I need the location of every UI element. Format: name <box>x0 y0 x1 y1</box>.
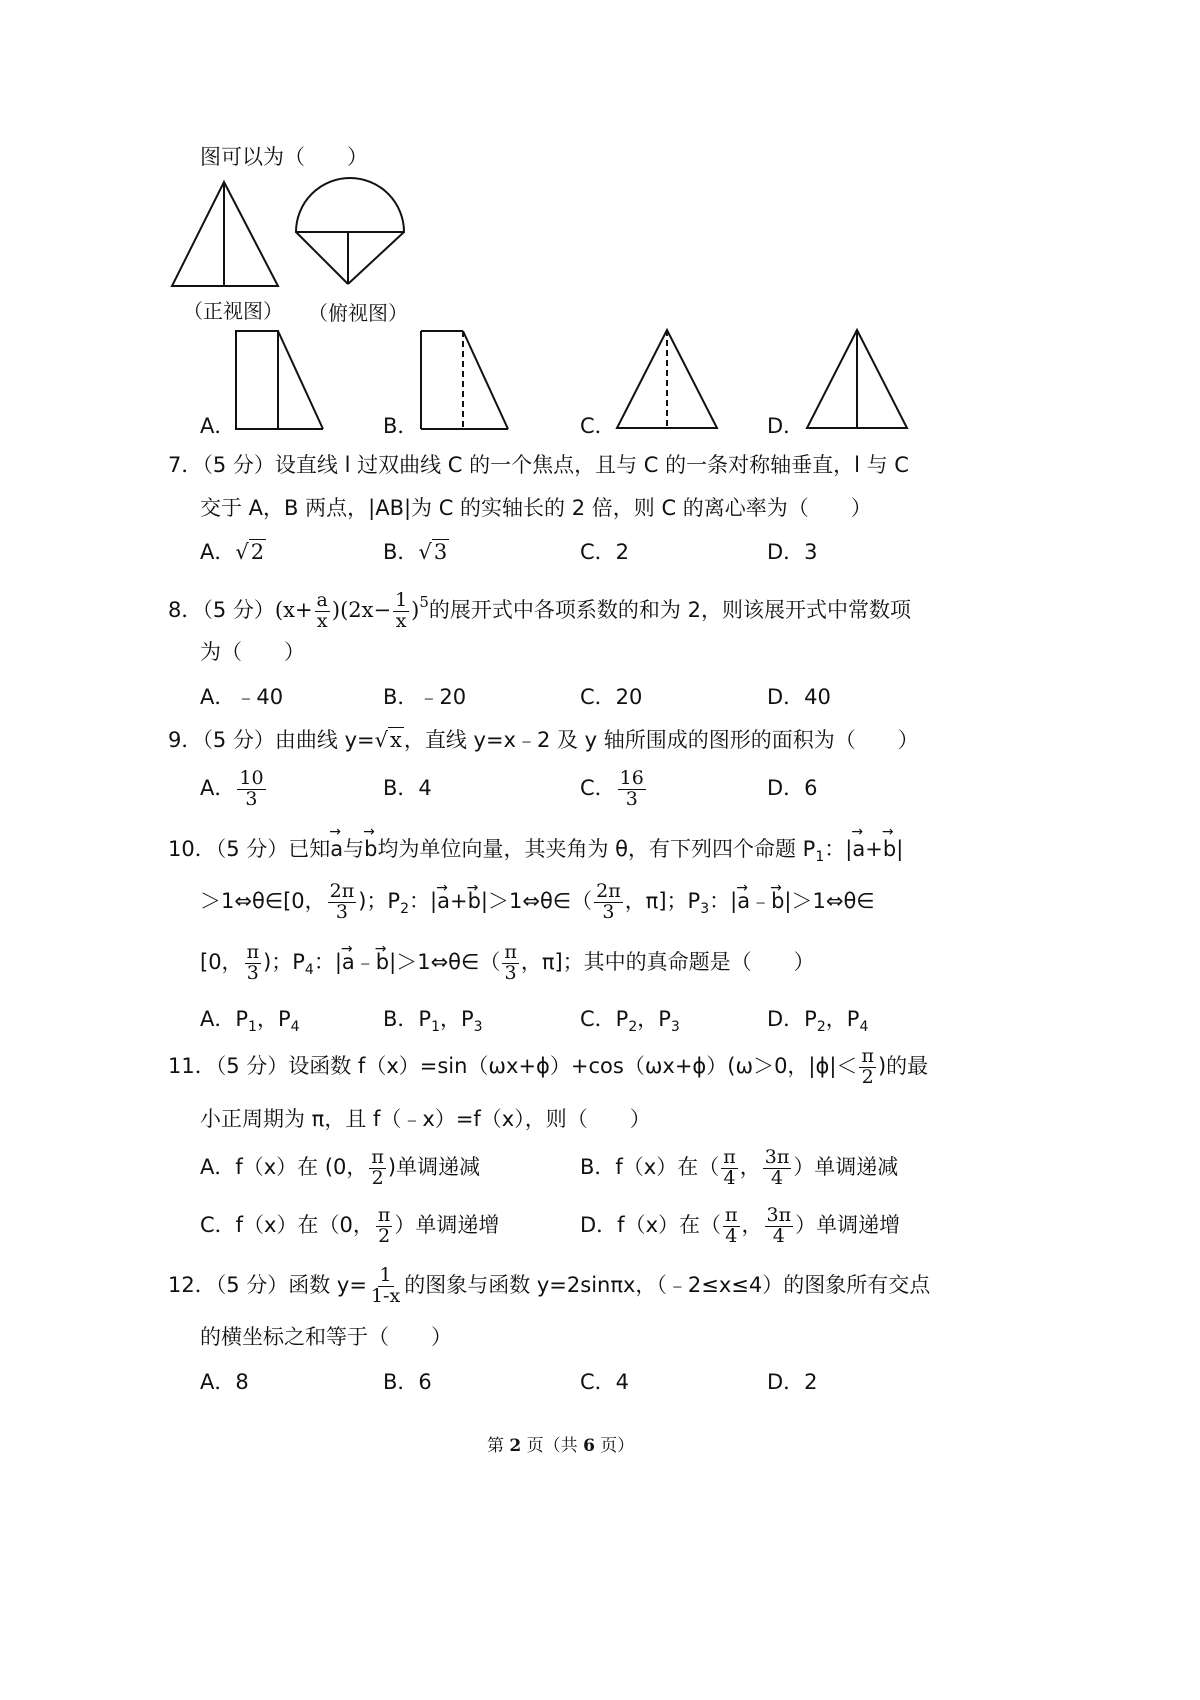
q10-option-d: D．$P_2$，$P_4$ <box>767 1007 869 1035</box>
q7-line1: 7．（5 分）设直线 l 过双曲线 C 的一个焦点，且与 C 的一条对称轴垂直，l 与 C <box>168 453 909 477</box>
q6-option-d-label: D． <box>767 414 805 438</box>
q7-option-c: C．2 <box>580 540 630 564</box>
q6-option-a-label: A． <box>200 414 236 438</box>
q8-expression: (x+ $\frac{a}{x}$ )(2x− $\frac{1}{x}$ )$^5$ <box>274 589 429 632</box>
q12-option-a: A．8 <box>200 1370 249 1394</box>
q9-sqrt: √x <box>374 728 402 752</box>
q10-line2: ＞1⇔θ∈[0， $\frac{2\pi}{3}$ )；$P_2$：|→ a+→ b|＞1⇔θ∈（ $\frac{2\pi}{3}$ ，π]；$P_3$：|→ a﹣→ b|＞1⇔θ∈ <box>200 876 875 934</box>
q11-line2: 小正周期为 π，且 f（﹣x）=f（x），则（ ） <box>200 1107 651 1131</box>
q11-option-d: D．f（x）在（ $\frac{\pi}{4}$ ， $\frac{3\pi}{4}$ ）单调递增 <box>580 1203 901 1247</box>
q7-option-b-sqrt: √3 <box>418 540 448 564</box>
q7-option-a-label: A． <box>200 540 236 564</box>
page-footer: 第 2 页（共 6 页） <box>487 1436 635 1456</box>
q11-option-c: C．f（x）在（0， $\frac{\pi}{2}$ ）单调递增 <box>200 1203 500 1247</box>
q6-option-b-diagram <box>420 330 510 432</box>
q9-option-a: A． $\frac{10}{3}$ <box>200 766 264 810</box>
q8-option-a: A．﹣40 <box>200 685 284 709</box>
page-number: 2 <box>509 1436 522 1456</box>
q6-option-a-diagram <box>235 330 325 432</box>
q10-option-c: C．$P_2$，$P_3$ <box>580 1007 680 1035</box>
front-view-label: （正视图） <box>183 299 283 323</box>
front-view-diagram <box>170 180 280 290</box>
page-total: 6 <box>583 1436 595 1456</box>
q10-option-b: B．$P_1$，$P_3$ <box>383 1007 483 1035</box>
q8-line2: 为（ ） <box>200 640 305 664</box>
q9-line1: 9．（5 分）由曲线 y=√x，直线 y=x﹣2 及 y 轴所围成的图形的面积为（ ） <box>168 728 919 752</box>
q9-option-d: D．6 <box>767 776 818 800</box>
q8-line1: 8．（5 分）(x+ $\frac{a}{x}$ )(2x− $\frac{1}{x}$ )$^5$的展开式中各项系数的和为 2，则该展开式中常数项 <box>168 589 911 632</box>
q6-tail-text: 图可以为（ ） <box>200 145 368 169</box>
q8-option-b: B．﹣20 <box>383 685 467 709</box>
q12-line2: 的横坐标之和等于（ ） <box>200 1325 452 1349</box>
q7-option-a <box>200 541 266 564</box>
q8-option-c: C．20 <box>580 685 643 709</box>
q11-line1: 11．（5 分）设函数 f（x）=sin（ωx+ϕ）+cos（ωx+ϕ）(ω＞0，|ϕ|＜ $\frac{\pi}{2}$ )的最 <box>168 1044 929 1088</box>
q9-option-b: B．4 <box>383 776 432 800</box>
q7-option-a-sqrt: √2 <box>235 540 265 564</box>
top-view-diagram <box>294 176 406 288</box>
q7-line2: 交于 A，B 两点，|AB|为 C 的实轴长的 2 倍，则 C 的离心率为（ ） <box>200 496 872 520</box>
q12-option-d: D．2 <box>767 1370 818 1394</box>
q11-option-b: B．f（x）在（ $\frac{\pi}{4}$ ， $\frac{3\pi}{4}$ ）单调递减 <box>580 1145 899 1189</box>
q7-option-b <box>383 541 449 564</box>
q12-option-b: B．6 <box>383 1370 432 1394</box>
q7-option-b-label: B． <box>383 540 419 564</box>
q8-option-d: D．40 <box>767 685 831 709</box>
q7-option-d: D．3 <box>767 540 818 564</box>
q12-option-c: C．4 <box>580 1370 630 1394</box>
q11-option-a: A．f（x）在 (0， $\frac{\pi}{2}$ )单调递减 <box>200 1145 481 1189</box>
top-view-label: （俯视图） <box>308 301 408 325</box>
q10-line3: [0， $\frac{\pi}{3}$ )；$P_4$：|→ a﹣→ b|＞1⇔θ∈（ $\frac{\pi}{3}$ ，π]；其中的真命题是（ ） <box>200 937 815 995</box>
q10-line1: 10．（5 分）已知→ a与→ b均为单位向量，其夹角为 θ，有下列四个命题 $P_1$：|→ a+→ b| <box>168 838 903 865</box>
q6-option-c-diagram <box>615 328 719 432</box>
q9-option-c: C． $\frac{16}{3}$ <box>580 766 644 810</box>
q6-option-b-label: B． <box>383 414 419 438</box>
q6-option-c-label: C． <box>580 414 616 438</box>
q12-line1: 12．（5 分）函数 y= $\frac{1}{1-x}$ 的图象与函数 y=2sinπx，（﹣2≤x≤4）的图象所有交点 <box>168 1263 931 1307</box>
q10-option-a: A．$P_1$，$P_4$ <box>200 1007 300 1035</box>
q6-option-d-diagram <box>805 328 909 432</box>
